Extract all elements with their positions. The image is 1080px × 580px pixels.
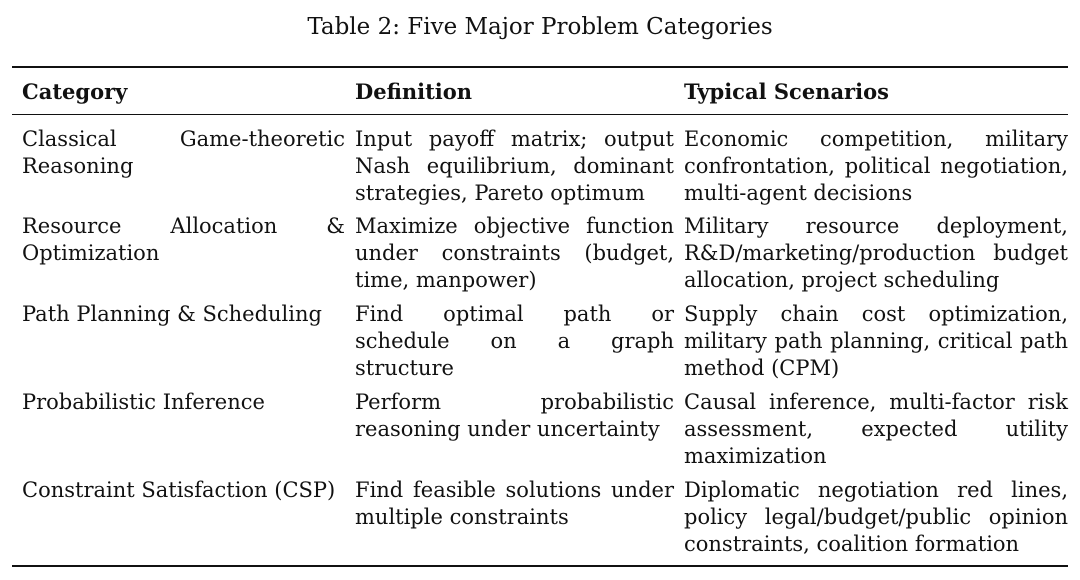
header-scenarios: Typical Scenarios <box>684 78 889 104</box>
table-row <box>12 295 1068 383</box>
cell-definition: Find feasible solutions under multiple constraints <box>355 478 674 529</box>
table-header-row <box>12 68 1068 114</box>
cell-scenarios: Military resource deployment, R&D/marketing/production budget allocation, project scheduling <box>684 214 1068 292</box>
table-row <box>12 114 1068 207</box>
table-row <box>12 383 1068 471</box>
header-category: Category <box>22 78 128 104</box>
cell-category: Probabilistic Inference <box>22 390 265 414</box>
cell-category: Resource Allocation & Optimization <box>22 214 345 265</box>
cell-definition: Perform probabilistic reasoning under uncertainty <box>355 390 674 441</box>
cell-definition: Maximize objective function under constraints (budget, time, manpower) <box>355 214 674 292</box>
cell-category: Path Planning & Scheduling <box>22 302 322 326</box>
cell-category: Classical Game-theoretic Reasoning <box>22 127 345 178</box>
table-row <box>12 207 1068 295</box>
bottom-rule <box>12 565 1068 567</box>
header-definition: Definition <box>355 78 473 104</box>
cell-scenarios: Causal inference, multi-factor risk assessment, expected utility maximization <box>684 390 1068 468</box>
cell-category: Constraint Satisfaction (CSP) <box>22 478 336 502</box>
cell-scenarios: Economic competition, military confrontation, political negotiation, multi-agent decisions <box>684 127 1068 205</box>
cell-scenarios: Supply chain cost optimization, military path planning, critical path method (CPM) <box>684 302 1068 380</box>
cell-scenarios: Diplomatic negotiation red lines, policy legal/budget/public opinion constraints, coalition formation <box>684 478 1068 556</box>
problem-categories-table <box>12 68 1068 559</box>
table-caption: Table 2: Five Major Problem Categories <box>307 14 773 40</box>
table-row <box>12 471 1068 559</box>
cell-definition: Find optimal path or schedule on a graph structure <box>355 302 674 380</box>
cell-definition: Input payoff matrix; output Nash equilibrium, dominant strategies, Pareto optimum <box>355 127 674 205</box>
